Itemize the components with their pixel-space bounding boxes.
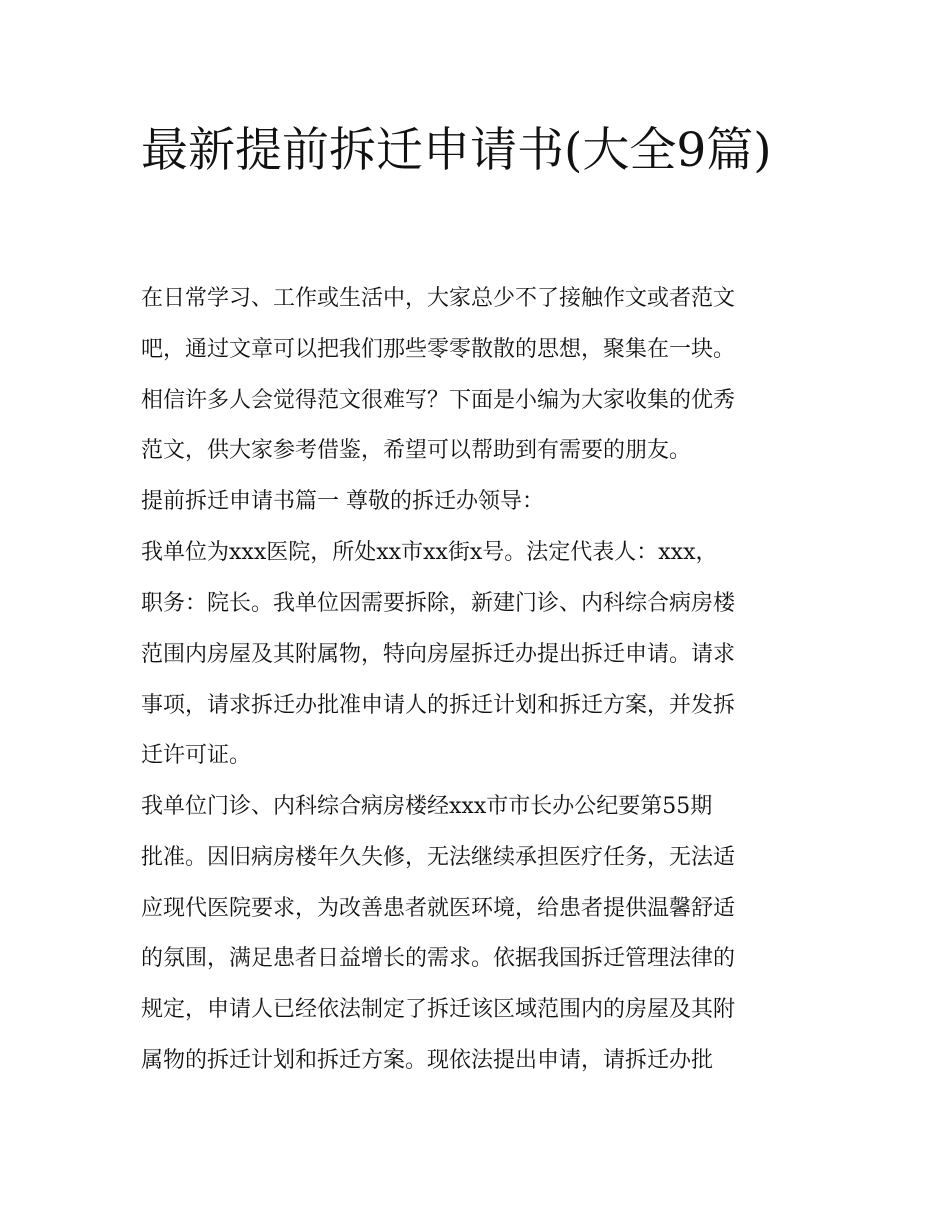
body-line: 我单位为xxx医院，所处xx市xx街x号。法定代表人：xxx， [141,540,718,565]
body-line: 属物的拆迁计划和拆迁方案。现依法提出申请，请拆迁办批 [141,1048,714,1073]
body-line: 相信许多人会觉得范文很难写？下面是小编为大家收集的优秀 [141,388,736,413]
body-line: 吧，通过文章可以把我们那些零零散散的思想，聚集在一块。 [141,337,736,362]
body-line: 应现代医院要求，为改善患者就医环境，给患者提供温馨舒适 [141,896,736,921]
section-heading-line: 提前拆迁申请书篇一 尊敬的拆迁办领导： [141,489,544,514]
body-line: 迁许可证。 [141,743,252,768]
body-line: 规定，申请人已经依法制定了拆迁该区域范围内的房屋及其附 [141,997,736,1022]
body-line: 我单位门诊、内科综合病房楼经xxx市市长办公纪要第55期 [141,794,713,819]
document-title: 最新提前拆迁申请书(大全9篇) [141,123,772,178]
body-line: 范围内房屋及其附属物，特向房屋拆迁办提出拆迁申请。请求 [141,642,736,667]
body-line: 范文，供大家参考借鉴，希望可以帮助到有需要的朋友。 [141,438,692,463]
body-line: 在日常学习、工作或生活中，大家总少不了接触作文或者范文 [141,286,736,311]
body-line: 职务：院长。我单位因需要拆除，新建门诊、内科综合病房楼 [141,591,736,616]
body-line: 事项，请求拆迁办批准申请人的拆迁计划和拆迁方案，并发拆 [141,693,736,718]
body-line: 的氛围，满足患者日益增长的需求。依据我国拆迁管理法律的 [141,946,736,971]
body-line: 批准。因旧病房楼年久失修，无法继续承担医疗任务，无法适 [141,845,736,870]
